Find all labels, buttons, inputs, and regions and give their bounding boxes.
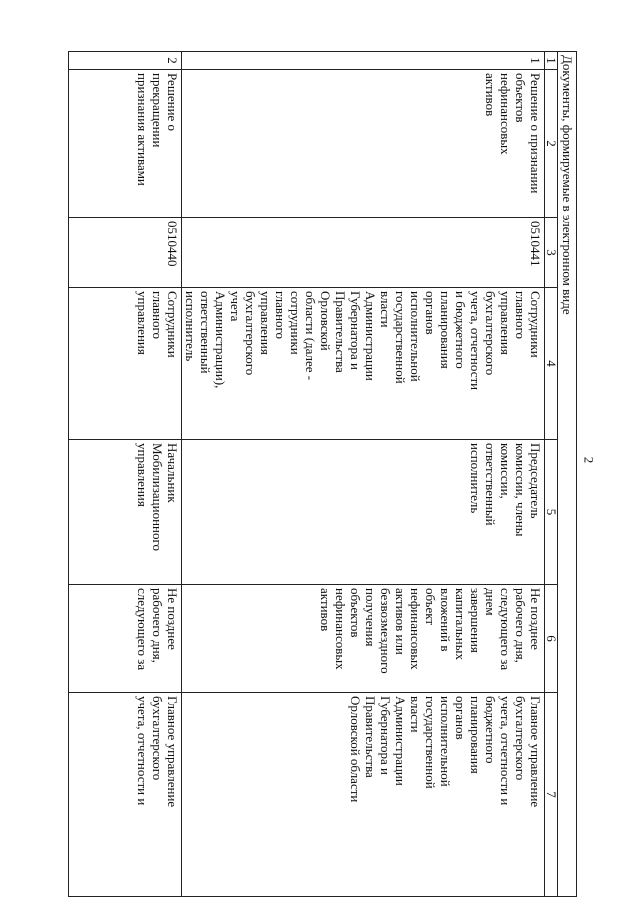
cell-line: Орловской (318, 291, 333, 351)
column-number: 3 (545, 218, 558, 288)
document-name-cell (182, 70, 545, 218)
recipient-cell (69, 693, 182, 897)
cell-line: Правительства (363, 696, 378, 778)
cell-line: рабочего дня, (150, 588, 165, 663)
column-number: 7 (545, 693, 558, 897)
cell-line: главного (150, 291, 165, 340)
cell-line: органов (423, 291, 438, 335)
cell-line: учета, отчетности (468, 291, 483, 391)
cell-line: днем (483, 588, 498, 616)
cell-line: капитальных (453, 588, 468, 660)
cell-line: активов (483, 73, 498, 117)
cell-line: комиссии, члены (513, 443, 528, 537)
deadline-cell (182, 585, 545, 693)
cell-line: учета, отчетности и (135, 696, 150, 806)
cell-line: учета, отчетности и (498, 696, 513, 806)
column-number: 2 (545, 70, 558, 218)
cell-line: исполнитель (183, 291, 198, 362)
document-name-cell (69, 70, 182, 218)
cell-line: следующего за (135, 588, 150, 671)
cell-line: комиссии, (498, 443, 513, 499)
cell-line: бухгалтерского (513, 696, 528, 781)
cell-line: управления (135, 291, 150, 355)
cell-line: учета (228, 291, 243, 322)
row-number: 2 (69, 52, 182, 70)
rotated-table-wrapper (89, 51, 577, 896)
cell-line: нефинансовых (498, 73, 513, 155)
column-number: 1 (545, 52, 558, 70)
cell-line: государственной (423, 696, 438, 789)
cell-line: главного (513, 291, 528, 340)
cell-line: сотрудники (288, 291, 303, 355)
cell-line: Решение о (165, 73, 180, 132)
cell-line: Главное управление (528, 696, 543, 808)
cell-line: власти (408, 696, 423, 733)
cell-line: Председатель (528, 443, 543, 519)
cell-line: нефинансовых (333, 588, 348, 670)
cell-line: объектов (348, 588, 363, 638)
cell-line: исполнитель (468, 443, 483, 514)
cell-line: Решение о признании (528, 73, 543, 194)
cell-line: Не позднее (165, 588, 180, 650)
cell-line: Не позднее (528, 588, 543, 650)
cell-line: государственной (393, 291, 408, 384)
cell-line: Губернатора и (348, 291, 363, 370)
column-number: 5 (545, 440, 558, 585)
cell-line: бухгалтерского (483, 291, 498, 376)
table-row (182, 52, 545, 897)
responsible-cell (182, 288, 545, 440)
cell-line: бухгалтерского (150, 696, 165, 781)
cell-line: и бюджетного (453, 291, 468, 369)
cell-line: управления (498, 291, 513, 355)
cell-line: управления (135, 443, 150, 507)
deadline-cell (69, 585, 182, 693)
cell-line: рабочего дня, (513, 588, 528, 663)
cell-line: Правительства (333, 291, 348, 373)
form-code-cell: 0510441 (182, 218, 545, 288)
cell-line: Начальник (165, 443, 180, 503)
cell-line: органов (453, 696, 468, 740)
cell-line: исполнительной (408, 291, 423, 382)
cell-line: Администрации (363, 291, 378, 381)
cell-line: вложений в (438, 588, 453, 652)
column-number: 6 (545, 585, 558, 693)
cell-line: Главное управление (165, 696, 180, 808)
cell-line: ответственный (483, 443, 498, 526)
documents-table (68, 51, 577, 897)
cell-line: завершения (468, 588, 483, 653)
cell-line: бюджетного (483, 696, 498, 764)
cell-line: ответственный (198, 291, 213, 374)
cell-line: Администрации), (213, 291, 228, 389)
cell-line: области (далее - (303, 291, 318, 381)
cell-line: главного (273, 291, 288, 340)
cell-line: прекращении (150, 73, 165, 148)
cell-line: объектов (513, 73, 528, 123)
cell-line: активов (318, 588, 333, 632)
cell-line: Мобилизационного (150, 443, 165, 551)
cell-line: Администрации (393, 696, 408, 786)
cell-line: бухгалтерского (243, 291, 258, 376)
cell-line: безвозмездного (378, 588, 393, 674)
table-row (69, 52, 182, 897)
cell-line: Орловской области (348, 696, 363, 803)
cell-line: планирования (438, 291, 453, 369)
signer-cell (182, 440, 545, 585)
cell-line: планирования (468, 696, 483, 774)
column-number: 4 (545, 288, 558, 440)
cell-line: Сотрудники (528, 291, 543, 358)
cell-line: исполнительной (438, 696, 453, 787)
recipient-cell (182, 693, 545, 897)
cell-line: Губернатора и (378, 696, 393, 775)
table-title: Документы, формируемые в электронном виде (558, 52, 577, 897)
column-number-row (545, 52, 558, 897)
cell-line: нефинансовых (408, 588, 423, 670)
cell-line: объект (423, 588, 438, 626)
form-code-cell: 0510440 (69, 218, 182, 288)
cell-line: получения (363, 588, 378, 647)
cell-line: признания активами (135, 73, 150, 186)
cell-line: Сотрудники (165, 291, 180, 358)
responsible-cell (69, 288, 182, 440)
signer-cell (69, 440, 182, 585)
cell-line: активов или (393, 588, 408, 655)
cell-line: власти (378, 291, 393, 328)
cell-line: управления (258, 291, 273, 355)
row-number: 1 (182, 52, 545, 70)
page-number: 2 (581, 456, 597, 464)
cell-line: следующего за (498, 588, 513, 671)
